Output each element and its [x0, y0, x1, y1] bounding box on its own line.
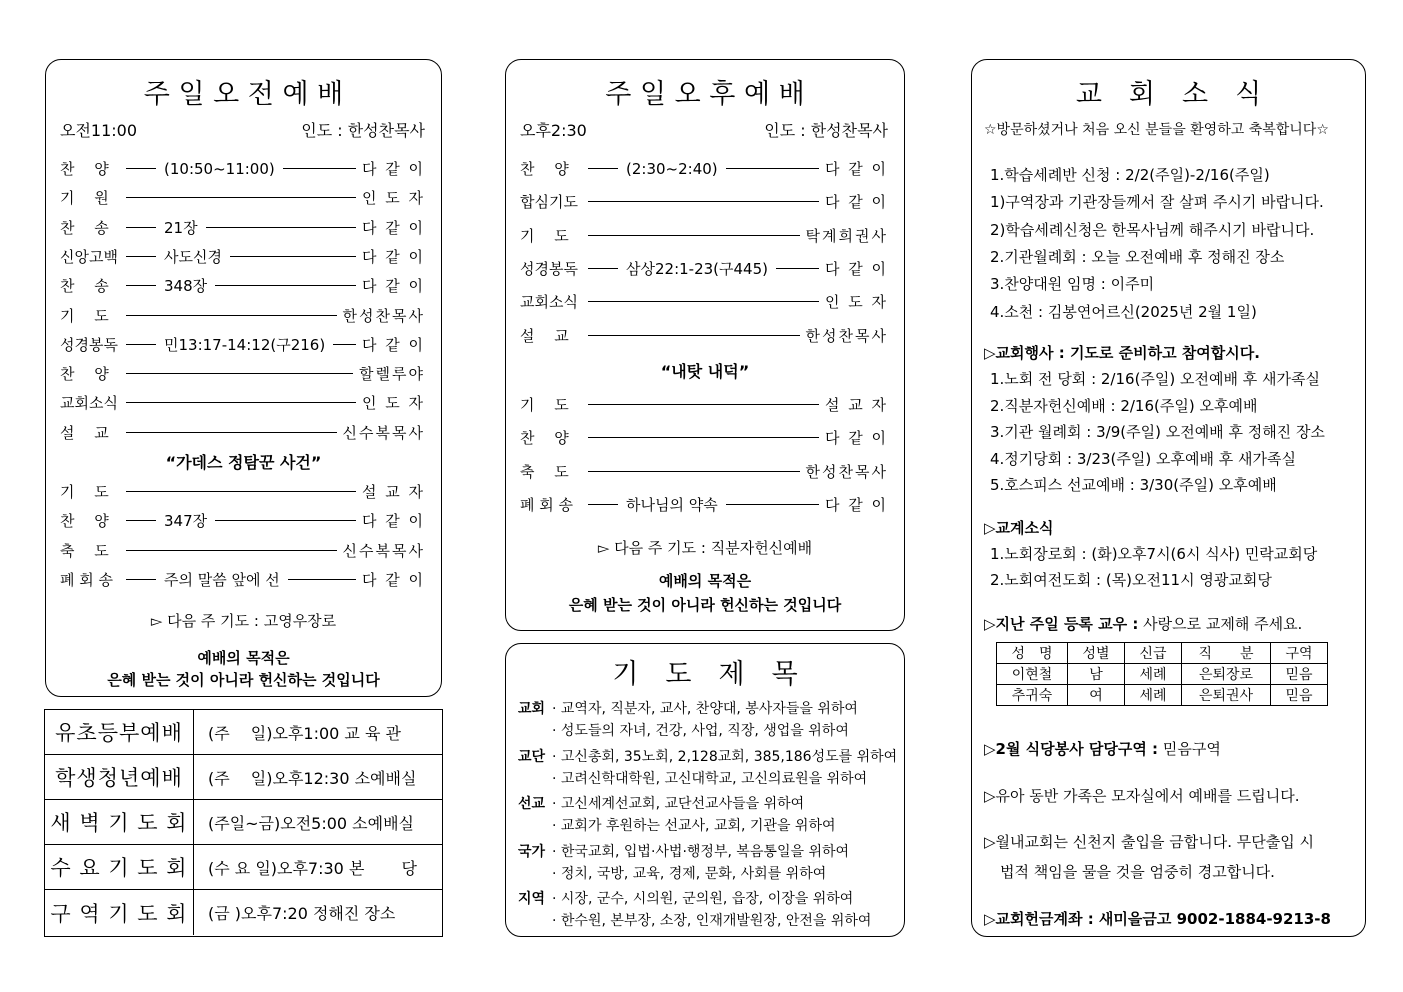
bullet-dot: ·	[552, 723, 561, 739]
news-item: 2)학습세례신청은 한목사님께 해주시기 바랍니다.	[990, 220, 1315, 239]
morning-order-label: 교회소식	[60, 394, 118, 413]
morning-order-person: 다 같 이	[361, 570, 425, 589]
morning-order-label: 설 교	[60, 423, 109, 442]
afternoon-order-detail: 삼상22:1-23(구445)	[626, 259, 768, 278]
morning-worship-title: 주 일 오 전 예 배	[143, 79, 344, 110]
morning-order-item	[60, 363, 425, 384]
prayer-line	[518, 698, 858, 718]
morning-order-label: 찬 양	[60, 365, 109, 384]
afternoon-order-label: 기 도	[520, 226, 569, 245]
afternoon-order-item	[520, 394, 888, 415]
leader-dash	[588, 301, 819, 302]
cult-warning-line2: 법적 책임을 물을 것을 엄중히 경고합니다.	[1000, 863, 1275, 881]
leader-dash	[588, 268, 618, 269]
meal-service-value: 믿음구역	[1162, 740, 1221, 758]
leader-dash	[588, 471, 800, 472]
bullet-dot: ·	[552, 796, 561, 812]
afternoon-order-item	[520, 427, 888, 448]
afternoon-order-person: 다 같 이	[824, 259, 888, 278]
presbytery-item: 2.노회여전도회 : (목)오전11시 영광교회당	[990, 571, 1272, 589]
afternoon-order-label: 교회소식	[520, 293, 578, 312]
leader-dash	[126, 432, 337, 433]
schedule-row	[45, 755, 442, 800]
leader-dash	[126, 520, 156, 521]
leader-dash	[588, 504, 618, 505]
news-item: 1.학습세례반 신청 : 2/2(주일)-2/16(주일)	[990, 166, 1270, 184]
schedule-row	[45, 800, 442, 845]
registration-cell: 남	[1068, 664, 1125, 685]
news-item: 4.소천 : 김봉연어르신(2025년 2월 1일)	[990, 302, 1257, 321]
schedule-time: (주 일)오후12:30 소예배실	[208, 768, 417, 788]
morning-order-item	[60, 422, 425, 443]
prayer-topic: 성도들의 자녀, 건강, 사업, 직장, 생업을 위하여	[560, 723, 849, 739]
schedule-name: 수 요 기 도 회	[45, 845, 194, 889]
morning-order-person: 다 같 이	[361, 218, 425, 237]
prayer-line	[518, 746, 897, 766]
leader-dash	[126, 227, 156, 228]
schedule-name: 새 벽 기 도 회	[45, 800, 194, 844]
morning-order-label: 기 도	[60, 306, 109, 325]
leader-dash	[126, 579, 156, 580]
registration-header-row	[997, 643, 1328, 664]
leader-dash	[588, 437, 819, 438]
afternoon-order-label: 합심기도	[520, 193, 578, 212]
news-item: 3.찬양대원 임명 : 이주미	[990, 275, 1155, 294]
meal-service-line	[984, 738, 1221, 759]
morning-worship-box	[45, 59, 442, 697]
leader-dash	[126, 285, 156, 286]
morning-purpose-line1: 예배의 목적은	[197, 649, 290, 667]
leader-dash	[215, 285, 356, 286]
afternoon-order-item	[520, 158, 888, 179]
bullet-dot: ·	[552, 748, 561, 765]
afternoon-order-person: 다 같 이	[824, 160, 888, 178]
registration-heading: ▷지난 주일 등록 교우 :	[984, 615, 1139, 633]
morning-purpose-line2: 은혜 받는 것이 아니라 헌신하는 것입니다	[107, 671, 380, 689]
afternoon-order-item	[520, 325, 888, 346]
schedule-time: (금 )오후7:20 정해진 장소	[208, 904, 396, 923]
schedule-time: (주 일)오후1:00 교 육 관	[208, 723, 401, 743]
afternoon-order-person: 다 같 이	[824, 193, 888, 212]
morning-order-item	[60, 510, 425, 531]
registration-cell: 은퇴장로	[1182, 664, 1271, 685]
leader-dash	[288, 579, 356, 580]
morning-order-detail: 348장	[164, 277, 208, 296]
morning-order-label: 축 도	[60, 541, 109, 560]
leader-dash	[588, 168, 618, 169]
morning-order-item	[60, 481, 425, 502]
prayer-topic: 고신총회, 35노회, 2,128교회, 385,186성도를 위하여	[560, 748, 898, 765]
prayer-line	[518, 841, 849, 861]
prayer-line	[518, 815, 836, 835]
registration-cell: 여	[1068, 685, 1125, 706]
morning-order-person: 할렐루야	[359, 365, 425, 384]
morning-order-item	[60, 334, 425, 355]
event-item: 3.기관 월례회 : 3/9(주일) 오전예배 후 정해진 장소	[990, 423, 1325, 441]
registration-cell: 믿음	[1271, 685, 1328, 706]
bullet-dot: ·	[552, 913, 561, 929]
morning-order-person: 신수복목사	[342, 423, 425, 442]
leader-dash	[126, 550, 337, 551]
morning-order-label: 찬 양	[60, 512, 109, 531]
leader-dash	[726, 504, 819, 505]
prayer-line	[518, 863, 826, 883]
prayer-line	[518, 888, 853, 908]
schedule-name: 학생청년예배	[45, 755, 194, 799]
morning-order-item	[60, 246, 425, 267]
registration-col-header: 직 분	[1182, 643, 1271, 664]
leader-dash	[126, 373, 353, 374]
prayer-category: 선교	[518, 796, 546, 812]
afternoon-order-person: 다 같 이	[824, 495, 888, 514]
registration-table	[996, 642, 1328, 706]
registration-cell: 이현철	[997, 664, 1068, 685]
afternoon-order-detail: (2:30~2:40)	[626, 159, 718, 178]
prayer-topic: 고려신학대학원, 고신대학교, 고신의료원을 위하여	[560, 770, 868, 787]
schedule-name: 구 역 기 도 회	[45, 890, 194, 935]
registration-col-header: 신급	[1125, 643, 1182, 664]
morning-order-label: 찬 송	[60, 277, 109, 296]
morning-order-person: 다 같 이	[361, 247, 425, 266]
registration-cell: 은퇴권사	[1182, 685, 1271, 706]
prayer-topics-title: 기 도 제 목	[612, 659, 798, 690]
morning-order-person: 인 도 자	[361, 189, 425, 208]
morning-order-item	[60, 540, 425, 561]
schedule-row	[45, 845, 442, 890]
prayer-topics-box	[505, 643, 905, 937]
afternoon-order-person: 한성찬목사	[805, 326, 888, 345]
event-item: 1.노회 전 당회 : 2/16(주일) 오전예배 후 새가족실	[990, 370, 1320, 388]
bullet-dot: ·	[552, 891, 561, 907]
morning-order-label: 찬 송	[60, 218, 109, 237]
welcome-text: ☆방문하셨거나 처음 오신 분들을 환영하고 축복합니다☆	[984, 122, 1329, 138]
news-item: 2.기관월례회 : 오늘 오전예배 후 정해진 장소	[990, 247, 1285, 266]
registration-row	[997, 685, 1328, 706]
afternoon-order-person: 인 도 자	[824, 293, 888, 312]
leader-dash	[126, 344, 156, 345]
leader-dash	[206, 227, 356, 228]
afternoon-worship-title: 주 일 오 후 예 배	[605, 79, 805, 110]
prayer-category: 교회	[518, 701, 546, 717]
afternoon-order-label: 성경봉독	[520, 259, 578, 278]
registration-cell: 추귀숙	[997, 685, 1068, 706]
morning-order-person: 다 같 이	[361, 277, 425, 296]
schedule-time: (주일~금)오전5:00 소예배실	[208, 813, 415, 833]
event-item: 4.정기당회 : 3/23(주일) 오후예배 후 새가족실	[990, 449, 1296, 468]
events-heading: ▷교회행사 : 기도로 준비하고 참여합시다.	[984, 344, 1260, 362]
registration-col-header: 성 명	[997, 643, 1068, 664]
leader-dash	[726, 168, 819, 169]
bullet-dot: ·	[552, 701, 561, 717]
church-news-box	[971, 59, 1366, 937]
prayer-topic: 교회가 후원하는 선교사, 교회, 기관을 위하여	[560, 818, 836, 834]
afternoon-leader: 인도 : 한성찬목사	[764, 121, 888, 140]
presbytery-heading: ▷교계소식	[984, 519, 1054, 537]
bullet-dot: ·	[552, 818, 561, 834]
afternoon-order-person: 탁계희권사	[805, 226, 888, 245]
morning-order-person: 한성찬목사	[342, 306, 425, 325]
afternoon-order-detail: 하나님의 약속	[626, 495, 718, 514]
cult-warning-line1: ▷월내교회는 신천지 출입을 금합니다. 무단출입 시	[984, 833, 1314, 851]
afternoon-worship-box	[505, 59, 905, 631]
leader-dash	[588, 404, 819, 405]
morning-order-detail: 347장	[164, 512, 208, 531]
registration-heading-line	[984, 613, 1302, 634]
morning-sermon-title: “가데스 정탐꾼 사건”	[165, 453, 322, 472]
registration-cell: 믿음	[1271, 664, 1328, 685]
morning-order-person: 인 도 자	[361, 394, 425, 413]
schedule-name: 유초등부예배	[45, 710, 194, 754]
afternoon-order-label: 폐 회 송	[520, 495, 574, 514]
morning-order-person: 다 같 이	[361, 512, 425, 531]
afternoon-order-item	[520, 461, 888, 482]
morning-order-label: 폐 회 송	[60, 570, 114, 589]
prayer-line	[518, 768, 867, 788]
registration-cell: 세례	[1125, 664, 1182, 685]
prayer-line	[518, 793, 804, 813]
morning-order-detail: (10:50~11:00)	[164, 159, 275, 178]
schedule-row	[45, 890, 442, 935]
prayer-category: 지역	[518, 891, 546, 907]
registration-col-header: 구역	[1271, 643, 1328, 664]
morning-order-label: 신앙고백	[60, 247, 118, 266]
afternoon-order-item	[520, 225, 888, 246]
afternoon-order-person: 한성찬목사	[805, 462, 888, 481]
morning-time: 오전11:00	[60, 121, 138, 140]
leader-dash	[215, 520, 356, 521]
prayer-topic: 정치, 국방, 교육, 경제, 문화, 사회를 위하여	[560, 865, 827, 882]
event-item: 5.호스피스 선교예배 : 3/30(주일) 오후예배	[990, 476, 1277, 494]
morning-order-item	[60, 275, 425, 296]
leader-dash	[230, 256, 356, 257]
afternoon-order-item	[520, 291, 888, 312]
leader-dash	[126, 402, 356, 403]
afternoon-order-label: 찬 양	[520, 160, 569, 178]
afternoon-next-prayer: ▻ 다음 주 기도 : 직분자헌신예배	[597, 539, 813, 557]
morning-order-label: 찬 양	[60, 160, 109, 178]
afternoon-order-person: 다 같 이	[824, 429, 888, 448]
morning-order-detail: 21장	[164, 218, 198, 237]
bullet-dot: ·	[552, 770, 561, 787]
offering-account: ▷교회헌금계좌 : 새미을금고 9002-1884-9213-8	[984, 910, 1331, 928]
morning-next-prayer: ▻ 다음 주 기도 : 고영우장로	[150, 612, 337, 630]
news-item: 1)구역장과 기관장들께서 잘 살펴 주시기 바랍니다.	[990, 193, 1324, 212]
prayer-category: 국가	[518, 843, 546, 860]
morning-order-item	[60, 569, 425, 590]
afternoon-order-item	[520, 191, 888, 212]
afternoon-time: 오후2:30	[520, 121, 587, 140]
leader-dash	[776, 268, 819, 269]
morning-order-detail: 민13:17-14:12(구216)	[164, 335, 326, 354]
bullet-dot: ·	[552, 865, 561, 882]
registration-col-header: 성별	[1068, 643, 1125, 664]
morning-order-item	[60, 392, 425, 413]
morning-order-person: 신수복목사	[342, 541, 425, 560]
leader-dash	[126, 256, 156, 257]
presbytery-item: 1.노회장로회 : (화)오후7시(6시 식사) 민락교회당	[990, 545, 1318, 563]
morning-order-item	[60, 158, 425, 179]
prayer-topic: 교역자, 직분자, 교사, 찬양대, 봉사자들을 위하여	[560, 701, 858, 717]
leader-dash	[283, 168, 356, 169]
leader-dash	[588, 235, 800, 236]
morning-leader: 인도 : 한성찬목사	[301, 121, 425, 140]
morning-order-person: 다 같 이	[361, 335, 425, 354]
afternoon-order-label: 찬 양	[520, 429, 569, 448]
leader-dash	[333, 344, 356, 345]
prayer-topic: 한국교회, 입법·사법·행정부, 복음통일을 위하여	[560, 843, 850, 860]
morning-order-detail: 사도신경	[164, 247, 222, 266]
afternoon-order-person: 설 교 자	[824, 396, 888, 414]
afternoon-order-label: 축 도	[520, 462, 569, 481]
afternoon-sermon-title: “내탓 내덕”	[660, 362, 750, 381]
morning-order-detail: 주의 말씀 앞에 선	[164, 570, 280, 589]
morning-order-label: 기 원	[60, 189, 109, 208]
afternoon-order-label: 설 교	[520, 326, 569, 345]
afternoon-purpose-line1: 예배의 목적은	[658, 572, 752, 590]
event-item: 2.직분자헌신예배 : 2/16(주일) 오후예배	[990, 396, 1258, 415]
afternoon-order-item	[520, 494, 888, 515]
leader-dash	[126, 315, 337, 316]
registration-cell: 세례	[1125, 685, 1182, 706]
morning-order-label: 기 도	[60, 483, 109, 501]
prayer-category: 교단	[518, 748, 546, 765]
registration-row	[997, 664, 1328, 685]
schedule-row	[45, 710, 442, 755]
afternoon-order-item	[520, 258, 888, 279]
meeting-schedule-table	[44, 709, 443, 937]
leader-dash	[126, 168, 156, 169]
registration-note: 사랑으로 교제해 주세요.	[1143, 615, 1303, 633]
leader-dash	[126, 197, 356, 198]
leader-dash	[126, 491, 356, 492]
church-news-title: 교 회 소 식	[1075, 79, 1262, 110]
leader-dash	[588, 201, 819, 202]
morning-order-item	[60, 217, 425, 238]
afternoon-purpose-line2: 은혜 받는 것이 아니라 헌신하는 것입니다	[568, 596, 842, 614]
prayer-line	[518, 910, 871, 930]
mother-room-notice: ▷유아 동반 가족은 모자실에서 예배를 드립니다.	[984, 787, 1300, 805]
morning-order-item	[60, 305, 425, 326]
leader-dash	[588, 335, 800, 336]
prayer-topic: 한수원, 본부장, 소장, 인재개발원장, 안전을 위하여	[560, 913, 872, 929]
meal-service-heading: ▷2월 식당봉사 담당구역 :	[984, 740, 1159, 758]
prayer-topic: 시장, 군수, 시의원, 군의원, 읍장, 이장을 위하여	[560, 891, 854, 907]
prayer-line	[518, 720, 849, 740]
morning-order-label: 성경봉독	[60, 335, 118, 354]
morning-order-item	[60, 187, 425, 208]
bullet-dot: ·	[552, 843, 561, 860]
schedule-time: (수 요 일)오후7:30 본 당	[208, 858, 417, 878]
afternoon-order-label: 기 도	[520, 396, 569, 414]
morning-order-person: 설 교 자	[361, 483, 425, 501]
morning-order-person: 다 같 이	[361, 160, 425, 178]
prayer-topic: 고신세계선교회, 교단선교사들을 위하여	[560, 796, 805, 812]
